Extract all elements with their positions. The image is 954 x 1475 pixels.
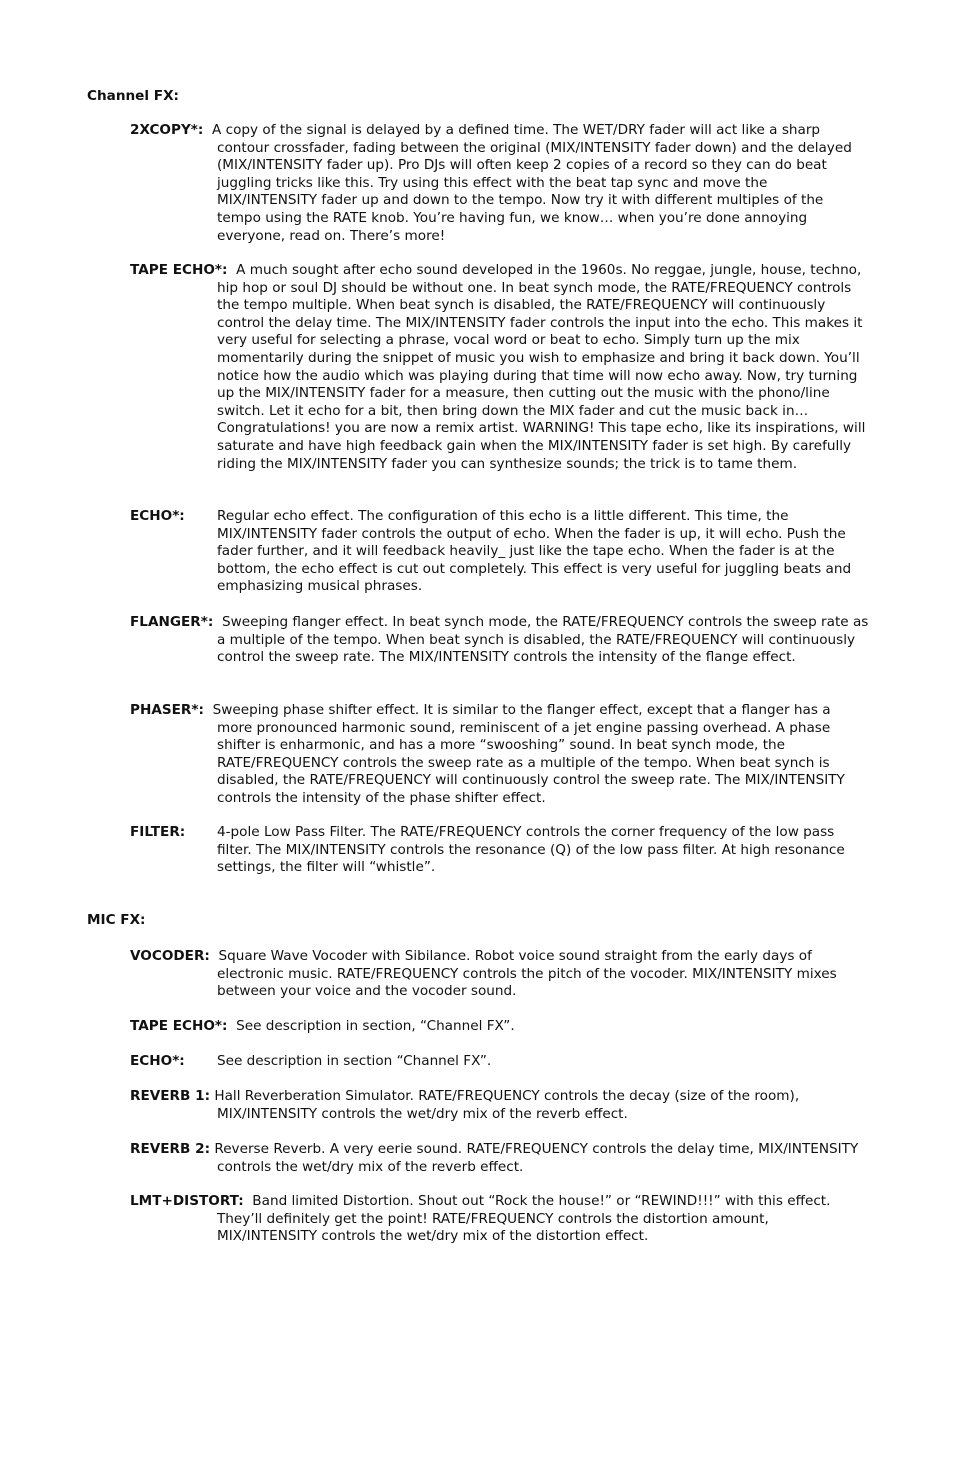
fx-entry-lmt-distort [130,1193,870,1246]
fx-entry-reverb-1 [130,1088,870,1123]
fx-entry-tape-echo [130,262,870,473]
fx-term: ECHO*: [130,508,185,524]
fx-term: FILTER: [130,824,186,840]
fx-entry-filter [130,824,870,877]
fx-term: TAPE ECHO*: [130,262,228,278]
fx-entry-reverb-2 [130,1141,870,1176]
fx-description: A copy of the signal is delayed by a defined time. The WET/DRY fader will act like a sharp contour crossfader, fading between the original (MIX/INTENSITY fader down) and the delayed (MIX/INTENSITY fader up). Pro DJs will often keep 2 copies of a record so they can do beat juggling tricks like this. Try using this effect with the beat tap sync and move the MIX/INTENSITY fader up and down to the tempo. Now try it with different multiples of the tempo using the RATE knob. You’re having fun, we know… when you’re done annoying everyone, read on. There’s more! [212,122,852,244]
fx-term: REVERB 2: [130,1141,211,1157]
fx-description: Band limited Distortion. Shout out “Rock the house!” or “REWIND!!!” with this effect. They’ll definitely get the point! RATE/FREQUENCY controls the distortion amount, MIX/INTENSITY controls the wet/dry mix of the distortion effect. [217,1193,831,1245]
fx-entry-vocoder [130,948,870,1001]
fx-description: A much sought after echo sound developed in the 1960s. No reggae, jungle, house, techno, hip hop or soul DJ should be without one. In beat synch mode, the RATE/FREQUENCY controls the tempo multiple. When beat synch is disabled, the RATE/FREQUENCY will continuously control the delay time. The MIX/INTENSITY fader controls the input into the echo. This makes it very useful for selecting a phrase, vocal word or beat to echo. Simply turn up the mix momentarily during the snippet of music you wish to emphasize and bring it back down. You’ll notice how the audio which was playing during that time will now echo away. Now, try turning up the MIX/INTENSITY fader for a measure, then cutting out the music with the phono/line switch. Let it echo for a bit, then bring down the MIX fader and cut the music back in… Congratulations! you are now a remix artist. WARNING! This tape echo, like its inspirations, will saturate and have high feedback gain when the MIX/INTENSITY fader is set high. By carefully riding the MIX/INTENSITY fader you can synthesize sounds; the trick is to tame them. [217,262,866,472]
fx-description: 4-pole Low Pass Filter. The RATE/FREQUENCY controls the corner frequency of the low pass filter. The MIX/INTENSITY controls the resonance (Q) of the low pass filter. At high resonance settings, the filter will “whistle”. [217,824,845,876]
fx-entry-2xcopy [130,122,870,245]
fx-term: 2XCOPY*: [130,122,204,138]
fx-term: REVERB 1: [130,1088,211,1104]
fx-description: Regular echo effect. The configuration of this echo is a little different. This time, the MIX/INTENSITY fader controls the output of echo. When the fader is up, it will echo. Push the fader further, and it will feedback heavily_ just like the tape echo. When the fader is at the bottom, the echo effect is cut out completely. This effect is very useful for juggling beats and emphasizing musical phrases. [217,508,852,595]
fx-entry-phaser [130,702,870,808]
channel-fx-heading: Channel FX: [87,88,179,104]
mic-fx-heading: MIC FX: [87,912,146,928]
fx-description: See description in section “Channel FX”. [217,1053,492,1069]
fx-entry-mic-tape-echo [130,1018,870,1036]
fx-description: Square Wave Vocoder with Sibilance. Robot voice sound straight from the early days of electronic music. RATE/FREQUENCY controls the pitch of the vocoder. MIX/INTENSITY mixes between your voice and the vocoder sound. [217,948,837,1000]
fx-description: Sweeping phase shifter effect. It is similar to the flanger effect, except that a flanger has a more pronounced harmonic sound, reminiscent of a jet engine passing overhead. A phase shifter is enharmonic, and has a more “swooshing” sound. In beat synch mode, the RATE/FREQUENCY controls the sweep rate as a multiple of the tempo. When beat synch is disabled, the RATE/FREQUENCY will continuously control the sweep rate. The MIX/INTENSITY controls the intensity of the phase shifter effect. [212,702,845,806]
fx-description: Reverse Reverb. A very eerie sound. RATE/FREQUENCY controls the delay time, MIX/INTENSITY controls the wet/dry mix of the reverb effect. [214,1141,859,1175]
fx-entry-flanger [130,614,870,667]
fx-term: LMT+DISTORT: [130,1193,244,1209]
fx-term: ECHO*: [130,1053,185,1069]
fx-term: FLANGER*: [130,614,214,630]
fx-description: Sweeping flanger effect. In beat synch mode, the RATE/FREQUENCY controls the sweep rate as a multiple of the tempo. When beat synch is disabled, the RATE/FREQUENCY will continuously control the sweep rate. The MIX/INTENSITY controls the intensity of the flange effect. [217,614,869,666]
fx-term: TAPE ECHO*: [130,1018,228,1034]
fx-term: VOCODER: [130,948,210,964]
fx-description: Hall Reverberation Simulator. RATE/FREQUENCY controls the decay (size of the room), MIX/INTENSITY controls the wet/dry mix of the reverb effect. [214,1088,800,1122]
fx-term: PHASER*: [130,702,204,718]
fx-entry-mic-echo [130,1053,870,1071]
fx-entry-echo [130,508,870,596]
fx-description: See description in section, “Channel FX”. [236,1018,515,1034]
